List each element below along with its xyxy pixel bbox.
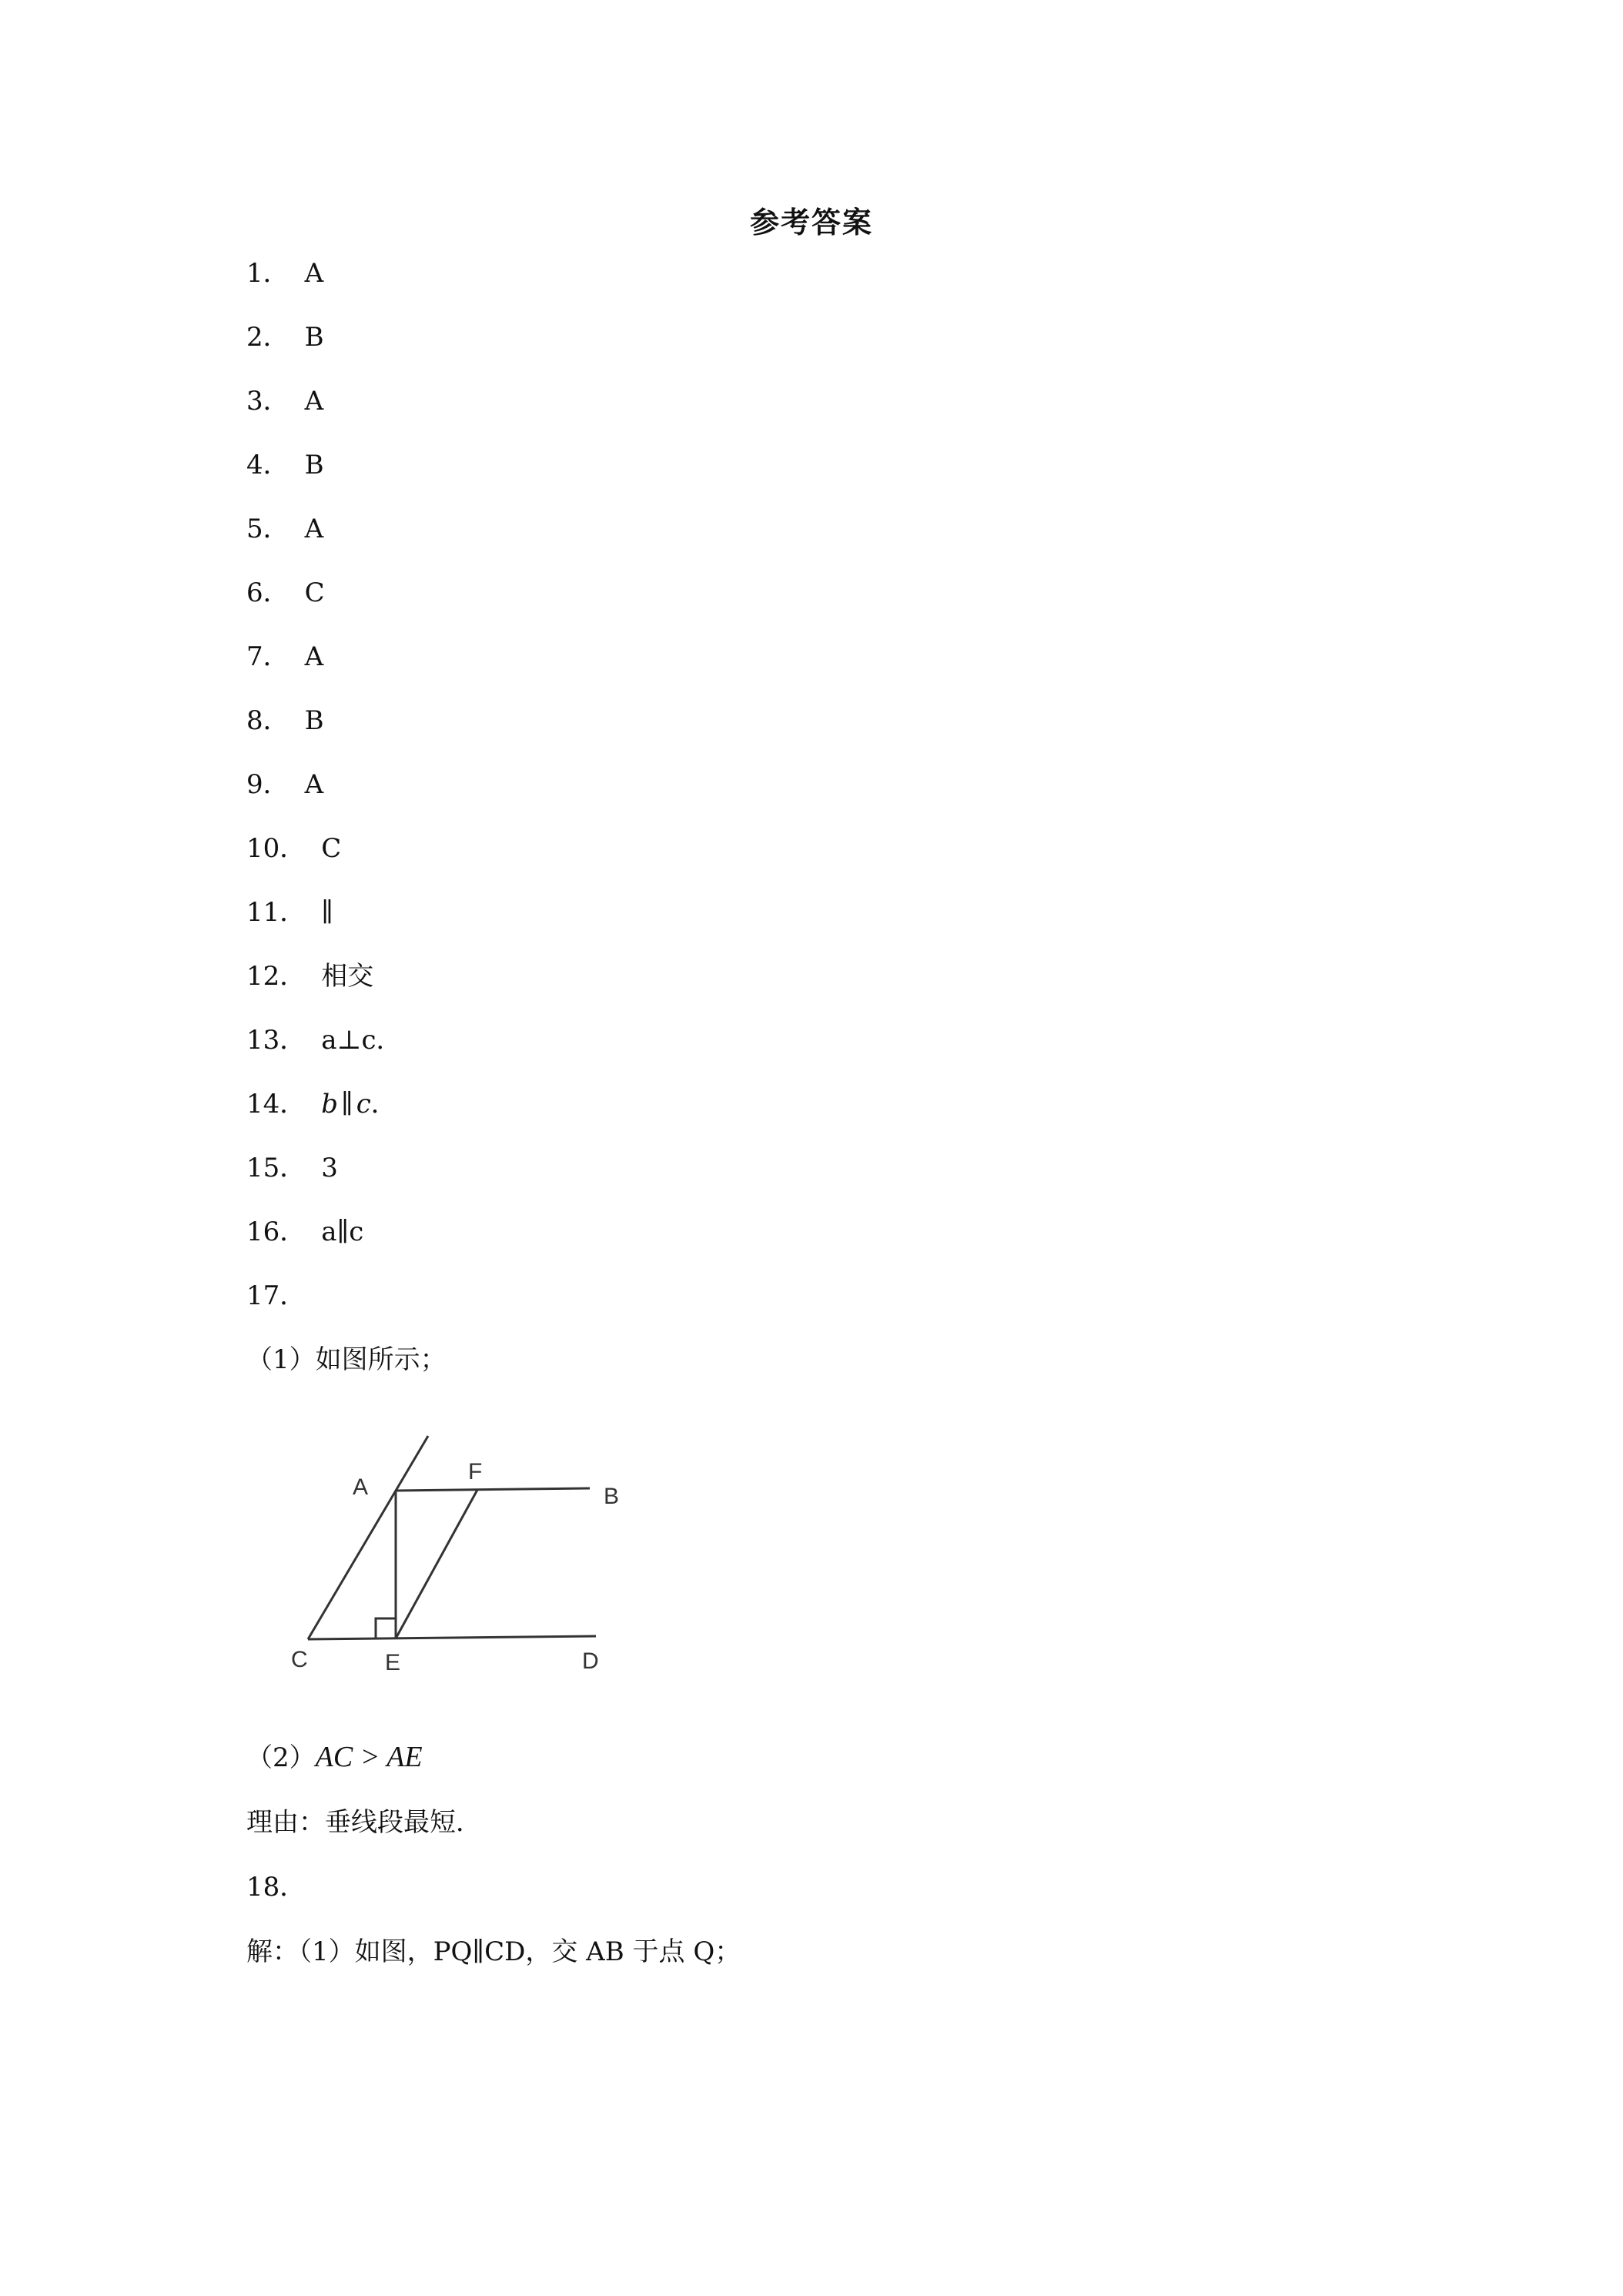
- answer-line: 11． ∥: [246, 897, 333, 928]
- answer-line: 5． A: [246, 514, 324, 544]
- label-b: B: [604, 1484, 620, 1509]
- answer-line: 12． 相交: [246, 961, 374, 992]
- line-ab: [396, 1488, 590, 1491]
- answer-line: 9． A: [246, 769, 324, 800]
- answer-line: 3． A: [246, 386, 324, 417]
- question-18-part1: 解：（1）如图，PQ∥CD，交 AB 于点 Q；: [246, 1936, 741, 1967]
- answer-line: 2． B: [246, 322, 324, 353]
- line-ca-extended: [308, 1436, 428, 1639]
- label-d: D: [582, 1648, 599, 1674]
- question-17-number: 17．: [246, 1280, 306, 1311]
- answer-line: 7． A: [246, 641, 324, 672]
- label-a: A: [353, 1474, 369, 1500]
- segment-fe: [396, 1490, 477, 1638]
- label-c: C: [291, 1647, 308, 1672]
- label-e: E: [385, 1650, 401, 1675]
- geometry-figure: [277, 1421, 647, 1682]
- right-angle-mark: [376, 1618, 396, 1638]
- answer-line: 15． 3: [246, 1153, 338, 1183]
- answer-line: 6． C: [246, 577, 325, 608]
- question-18-number: 18．: [246, 1872, 306, 1903]
- question-17-part2: （2）AC > AE: [246, 1741, 423, 1773]
- answer-line: 1． A: [246, 258, 324, 289]
- question-17-reason: 理由：垂线段最短．: [246, 1807, 482, 1838]
- label-f: F: [468, 1459, 483, 1484]
- answer-line: 4． B: [246, 450, 324, 480]
- line-cd: [308, 1636, 596, 1639]
- question-17-part1: （1）如图所示；: [246, 1344, 447, 1375]
- answer-line: 8． B: [246, 705, 324, 736]
- answer-line: 10． C: [246, 833, 342, 864]
- answer-line: 13． a⊥c．: [246, 1025, 403, 1056]
- answer-line: 14． b ∥ c．: [246, 1089, 397, 1120]
- page-title: 参考答案: [749, 205, 873, 239]
- answer-line: 16． a∥c: [246, 1217, 364, 1247]
